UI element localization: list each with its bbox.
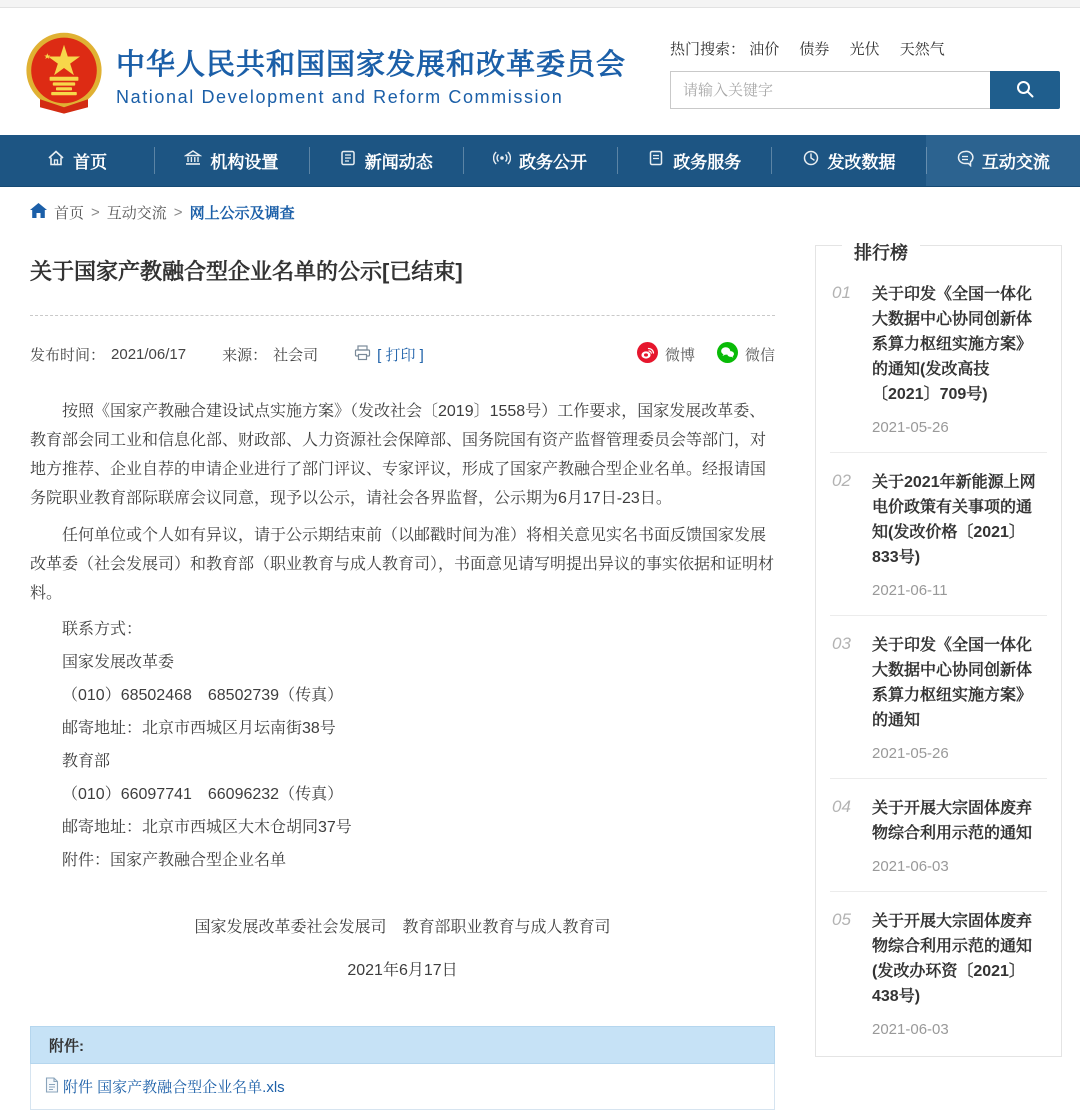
ranking-item-1[interactable] (830, 265, 1047, 453)
ranking-date: 2021-06-11 (872, 582, 948, 599)
breadcrumb (0, 187, 1080, 235)
share-weibo-label: 微博 (664, 347, 695, 364)
attachment-file-label: 附件 国家产教融合型企业名单.xls (63, 1079, 285, 1096)
document-icon (647, 149, 665, 172)
source-value: 社会司 (273, 347, 319, 364)
article-sign-date: 2021年6月17日 (347, 962, 458, 979)
ranking-box (815, 245, 1062, 1057)
sidebar (815, 245, 1062, 1110)
ranking-link[interactable]: 关于2021年新能源上网电价政策有关事项的通知(发改价格〔2021〕833号) (872, 474, 1036, 566)
contact-line: （010）66097741 66096232（传真） (62, 786, 344, 803)
nav-label: 政务服务 (673, 153, 742, 172)
ranking-date: 2021-06-03 (872, 858, 949, 875)
printer-icon (354, 345, 371, 365)
breadcrumb-home-icon[interactable] (30, 203, 47, 222)
hot-search-term-bond[interactable]: 债券 (799, 41, 830, 58)
share-wechat-label: 微信 (744, 347, 775, 364)
bank-icon (184, 149, 202, 172)
ranking-link[interactable]: 关于印发《全国一体化大数据中心协同创新体系算力枢纽实施方案》的通知(发改高技〔2021〕709号) (872, 286, 1033, 403)
contact-line: 联系方式： (62, 621, 143, 638)
weibo-icon (637, 342, 658, 367)
publish-time (30, 344, 186, 365)
attachment-file-link[interactable] (45, 1076, 760, 1097)
ranking-number: 03 (832, 634, 851, 653)
search-input[interactable] (670, 71, 990, 109)
ranking-title: 排行榜 (842, 239, 920, 265)
nav-label: 互动交流 (981, 153, 1050, 172)
body-paragraph: 任何单位或个人如有异议，请于公示期结束前（以邮戳时间为准）将相关意见实名书面反馈国家发展改革委（社会发展司）和教育部（职业教育与成人教育司），书面意见请写明提出异议的事实依据和证明材料。 (30, 527, 775, 602)
clock-icon (802, 149, 820, 172)
article-column (30, 235, 775, 1110)
nav-item-ndrc-data[interactable] (771, 135, 925, 186)
publish-time-value: 2021/06/17 (111, 346, 187, 363)
print-link[interactable]: [ 打印 ] (377, 347, 424, 364)
ranking-date: 2021-05-26 (872, 419, 949, 436)
top-strip (0, 0, 1080, 8)
nav-label: 机构设置 (210, 153, 279, 172)
breadcrumb-link-interaction[interactable]: 互动交流 (106, 205, 167, 222)
contact-line: 国家发展改革委 (62, 654, 175, 671)
hot-search-term-pv[interactable]: 光伏 (849, 41, 880, 58)
contact-line: 教育部 (62, 753, 111, 770)
nav-label: 首页 (73, 153, 108, 172)
chat-icon (956, 149, 974, 172)
search-button[interactable] (990, 71, 1060, 109)
nav-item-organization[interactable] (154, 135, 308, 186)
site-header (0, 8, 1080, 135)
nav-label: 发改数据 (827, 153, 896, 172)
hot-search-bar (670, 38, 1060, 59)
hot-search-term-oil[interactable]: 油价 (749, 41, 780, 58)
nav-item-news[interactable] (309, 135, 463, 186)
contact-line: 邮寄地址：北京市西城区大木仓胡同37号 (62, 819, 352, 836)
article-body (30, 397, 775, 980)
news-icon (339, 149, 357, 172)
article-title: 关于国家产教融合型企业名单的公示[已结束] (30, 259, 463, 284)
ranking-item-4[interactable] (830, 779, 1047, 892)
ranking-date: 2021-05-26 (872, 745, 949, 762)
breadcrumb-link-home[interactable]: 首页 (54, 205, 85, 222)
article-signature: 国家发展改革委社会发展司 教育部职业教育与成人教育司 (194, 919, 611, 936)
article-meta (30, 342, 775, 367)
contact-line: 邮寄地址：北京市西城区月坛南街38号 (62, 720, 336, 737)
broadcast-icon (493, 149, 511, 172)
site-title-english: National Development and Reform Commission (116, 86, 564, 107)
article-source (222, 344, 318, 365)
nav-label: 新闻动态 (364, 153, 433, 172)
ranking-item-3[interactable] (830, 616, 1047, 779)
hot-search-label: 热门搜索： (670, 41, 746, 58)
ranking-link[interactable]: 关于印发《全国一体化大数据中心协同创新体系算力枢纽实施方案》的通知 (872, 637, 1033, 729)
file-icon (45, 1077, 59, 1097)
share-weibo[interactable] (637, 342, 695, 367)
ranking-date: 2021-06-03 (872, 1021, 949, 1038)
contact-line: 附件：国家产教融合型企业名单 (62, 852, 287, 869)
ranking-item-2[interactable] (830, 453, 1047, 616)
hot-search-term-gas[interactable]: 天然气 (899, 41, 945, 58)
nav-item-home[interactable] (0, 135, 154, 186)
attachment-box (30, 1026, 775, 1110)
attachment-header: 附件: (30, 1026, 775, 1064)
nav-label: 政务公开 (518, 153, 587, 172)
print-action[interactable] (354, 344, 424, 365)
main-nav (0, 135, 1080, 187)
publish-time-label: 发布时间： (30, 347, 106, 364)
body-paragraph: 按照《国家产教融合建设试点实施方案》（发改社会〔2019〕1558号）工作要求，国家发展改革委、教育部会同工业和信息化部、财政部、人力资源社会保障部、国务院国有资产监督管理委员会等部门，对地方推荐、企业自荐的申请企业进行了部门评议、专家评议，形成了国家产教融合型企业名单。经报请国务院职业教育部际联席会议同意，现予以公示，请社会各界监督，公示期为6月17日-23日。 (30, 403, 767, 507)
ranking-number: 02 (832, 471, 851, 490)
nav-item-gov-services[interactable] (617, 135, 771, 186)
ranking-link[interactable]: 关于开展大宗固体废弃物综合利用示范的通知(发改办环资〔2021〕438号) (872, 913, 1033, 1005)
ranking-number: 05 (832, 910, 851, 929)
title-divider (30, 315, 775, 316)
ranking-number: 01 (832, 283, 851, 302)
nav-item-interaction[interactable] (926, 135, 1080, 186)
breadcrumb-separator: > (173, 204, 183, 221)
breadcrumb-current: 网上公示及调查 (189, 205, 295, 222)
contact-line: （010）68502468 68502739（传真） (62, 687, 344, 704)
home-icon (47, 149, 65, 172)
national-emblem-logo (24, 30, 104, 114)
site-title-block (116, 36, 670, 108)
nav-item-gov-disclosure[interactable] (463, 135, 617, 186)
breadcrumb-separator: > (91, 204, 100, 221)
site-title-chinese: 中华人民共和国国家发展和改革委员会 (116, 48, 627, 81)
share-wechat[interactable] (717, 342, 775, 367)
search-icon (1015, 79, 1035, 102)
ranking-link[interactable]: 关于开展大宗固体废弃物综合利用示范的通知 (872, 800, 1033, 842)
source-label: 来源： (222, 347, 268, 364)
ranking-item-5[interactable] (830, 892, 1047, 1054)
ranking-number: 04 (832, 797, 851, 816)
share-group (637, 342, 775, 367)
wechat-icon (717, 342, 738, 367)
